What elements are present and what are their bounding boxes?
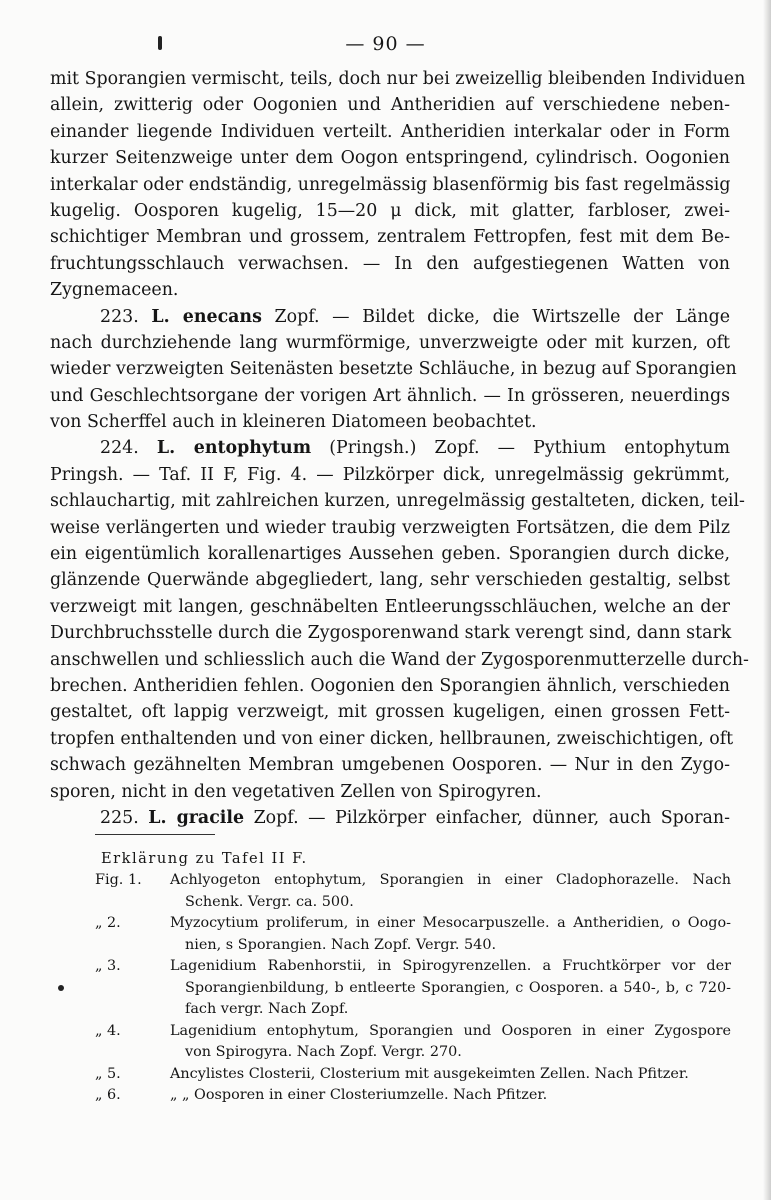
body-line: ein eigentümlich korallenartiges Aussehen geben. Sporangien durch dicke, bbox=[50, 544, 730, 565]
body-line: glänzende Querwände abgegliedert, lang, sehr verschieden gestaltig, selbst bbox=[50, 570, 730, 591]
figure-caption bbox=[170, 1064, 731, 1086]
page-edge-shadow bbox=[763, 0, 771, 1200]
caption-line: Lagenidium Rabenhorstii, in Spirogyrenzellen. a Fruchtkörper vor der bbox=[170, 958, 731, 974]
figure-label: Fig. 1. bbox=[95, 872, 142, 888]
body-line: einander liegende Individuen verteilt. Antheridien interkalar oder in Form bbox=[50, 121, 730, 142]
body-line: gestaltet, oft lappig verzweigt, mit grossen kugeligen, einen grossen Fett- bbox=[50, 702, 730, 723]
caption-line: Ancylistes Closterii, Closterium mit ausgekeimten Zellen. Nach Pfitzer. bbox=[170, 1065, 689, 1082]
body-line: von Scherffel auch in kleineren Diatomeen beobachtet. bbox=[50, 412, 537, 433]
caption-line: Sporangienbildung, b entleerte Sporangien, c Oosporen. a 540-, b, c 720- bbox=[185, 979, 731, 996]
body-line: weise verlängerten und wieder traubig verzweigten Fortsätzen, die dem Pilz bbox=[50, 517, 730, 538]
body-line: verzweigt mit langen, geschnäbelten Entleerungsschläuchen, welche an der bbox=[50, 596, 730, 617]
body-text bbox=[50, 66, 749, 831]
body-line: Pringsh. — Taf. II F, Fig. 4. — Pilzkörper dick, unregelmässig gekrümmt, bbox=[50, 464, 730, 485]
plate-legend-heading: Erklärung zu Tafel II F. bbox=[101, 850, 308, 867]
caption-line: Schenk. Vergr. ca. 500. bbox=[185, 893, 354, 910]
body-line: mit Sporangien vermischt, teils, doch nur bei zweizellig bleibenden Individuen bbox=[50, 69, 746, 89]
figure-label: „ 2. bbox=[95, 915, 121, 931]
caption-line: Myzocytium proliferum, in einer Mesocarpuszelle. a Antheridien, o Oogo- bbox=[170, 915, 731, 931]
body-line: schlauchartig, mit zahlreichen kurzen, unregelmässig gestalteten, dicken, teil- bbox=[50, 491, 745, 512]
body-line: wieder verzweigten Seitenästen besetzte Schläuche, in bezug auf Sporangien bbox=[50, 359, 737, 380]
body-line: interkalar oder endständig, unregelmässig blasenförmig bis fast regelmässig bbox=[50, 174, 731, 195]
figure-label: „ 6. bbox=[95, 1087, 121, 1103]
body-line: allein, zwitterig oder Oogonien und Antheridien auf verschiedene neben- bbox=[50, 95, 730, 116]
body-line: und Geschlechtsorgane der vorigen Art ähnlich. — In grösseren, neuerdings bbox=[50, 385, 730, 406]
plate-legend bbox=[95, 848, 731, 1107]
figure-caption bbox=[170, 870, 731, 913]
caption-line: fach vergr. Nach Zopf. bbox=[185, 1001, 349, 1017]
plate-legend-item bbox=[95, 913, 731, 956]
caption-line: von Spirogyra. Nach Zopf. Vergr. 270. bbox=[185, 1044, 462, 1060]
page-number: — 90 — bbox=[345, 33, 426, 55]
body-line: fruchtungsschlauch verwachsen. — In den aufgestiegenen Watten von bbox=[50, 253, 730, 274]
plate-legend-item bbox=[95, 956, 731, 1021]
body-line: anschwellen und schliesslich auch die Wand der Zygosporenmutterzelle durch- bbox=[50, 649, 749, 670]
figure-caption bbox=[170, 1085, 731, 1107]
body-line: schichtiger Membran und grossem, zentralem Fettropfen, fest mit dem Be- bbox=[50, 227, 730, 248]
figure-label: „ 3. bbox=[95, 958, 121, 974]
figure-caption bbox=[170, 913, 731, 956]
body-line: nach durchziehende lang wurmförmige, unverzweigte oder mit kurzen, oft bbox=[50, 332, 730, 353]
caption-line: „ „ Oosporen in einer Closteriumzelle. Nach Pfitzer. bbox=[170, 1087, 548, 1103]
figure-caption bbox=[170, 956, 731, 1021]
plate-legend-item bbox=[95, 1064, 731, 1086]
plate-legend-items bbox=[95, 870, 731, 1107]
body-line: kugelig. Oosporen kugelig, 15—20 μ dick, mit glatter, farbloser, zwei- bbox=[50, 200, 730, 221]
body-line: kurzer Seitenzweige unter dem Oogon entspringend, cylindrisch. Oogonien bbox=[50, 148, 730, 169]
body-line: tropfen enthaltenden und von einer dicken, hellbraunen, zweischichtigen, oft bbox=[50, 728, 734, 749]
body-line: Zygnemaceen. bbox=[50, 280, 179, 301]
figure-label: „ 4. bbox=[95, 1022, 121, 1039]
body-line: 224. L. entophytum (Pringsh.) Zopf. — Pythium entophytum bbox=[100, 438, 731, 459]
body-line: schwach gezähnelten Membran umgebenen Oosporen. — Nur in den Zygo- bbox=[50, 755, 730, 776]
figure-caption bbox=[170, 1021, 731, 1064]
plate-legend-item bbox=[95, 1085, 731, 1107]
figure-label: „ 5. bbox=[95, 1065, 121, 1082]
body-line: brechen. Antheridien fehlen. Oogonien den Sporangien ähnlich, verschieden bbox=[50, 675, 730, 696]
caption-line: Achlyogeton entophytum, Sporangien in einer Cladophorazelle. Nach bbox=[170, 872, 731, 888]
body-line: Durchbruchsstelle durch die Zygosporenwand stark verengt sind, dann stark bbox=[50, 623, 732, 644]
body-line: 223. L. enecans Zopf. — Bildet dicke, die Wirtszelle der Länge bbox=[100, 306, 730, 327]
caption-line: nien, s Sporangien. Nach Zopf. Vergr. 540. bbox=[185, 936, 497, 953]
plate-legend-item bbox=[95, 1021, 731, 1064]
caption-line: Lagenidium entophytum, Sporangien und Oosporen in einer Zygospore bbox=[170, 1022, 731, 1039]
body-line: 225. L. gracile Zopf. — Pilzkörper einfacher, dünner, auch Sporan- bbox=[100, 807, 731, 828]
plate-legend-item bbox=[95, 870, 731, 913]
body-line: sporen, nicht in den vegetativen Zellen von Spirogyren. bbox=[50, 781, 542, 802]
ink-speck bbox=[58, 985, 64, 991]
footnote-rule bbox=[95, 834, 215, 835]
